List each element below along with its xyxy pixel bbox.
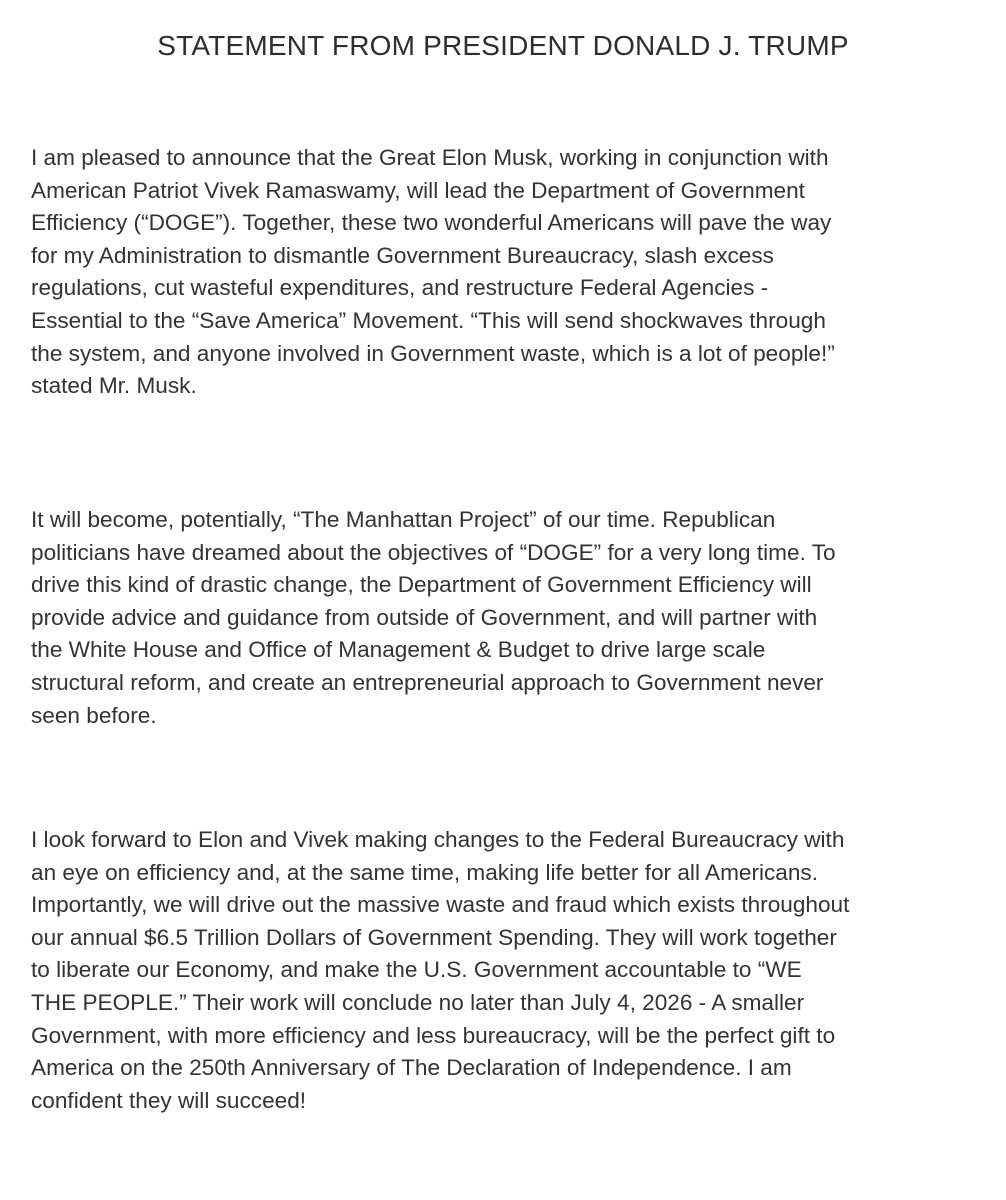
- paragraph-line: Efficiency (“DOGE”). Together, these two wonderful Americans will pave the way: [31, 210, 832, 236]
- paragraph-line: THE PEOPLE.” Their work will conclude no later than July 4, 2026 - A smaller: [31, 989, 805, 1015]
- paragraph-line: structural reform, and create an entrepreneurial approach to Government never: [31, 669, 824, 695]
- paragraph-announcement: [31, 142, 981, 403]
- paragraph-line: for my Administration to dismantle Government Bureaucracy, slash excess: [31, 242, 774, 268]
- paragraph-line: seen before.: [31, 702, 157, 728]
- paragraph-line: drive this kind of drastic change, the Department of Government Efficiency will: [31, 572, 812, 598]
- statement-title: STATEMENT FROM PRESIDENT DONALD J. TRUMP: [157, 30, 849, 61]
- paragraph-conclusion: [31, 824, 981, 1117]
- paragraph-line: Importantly, we will drive out the massive waste and fraud which exists throughout: [31, 892, 850, 918]
- paragraph-line: to liberate our Economy, and make the U.S. Government accountable to “WE: [31, 957, 802, 983]
- paragraph-manhattan-project: [31, 504, 981, 732]
- paragraph-line: America on the 250th Anniversary of The Declaration of Independence. I am: [31, 1055, 792, 1081]
- paragraph-line: regulations, cut wasteful expenditures, and restructure Federal Agencies -: [31, 275, 769, 301]
- paragraph-line: an eye on efficiency and, at the same time, making life better for all Americans.: [31, 859, 818, 885]
- paragraph-line: confident they will succeed!: [31, 1087, 307, 1113]
- paragraph-line: I look forward to Elon and Vivek making changes to the Federal Bureaucracy with: [31, 827, 845, 852]
- paragraph-line: Essential to the “Save America” Movement. “This will send shockwaves through: [31, 307, 826, 333]
- paragraph-line: stated Mr. Musk.: [31, 373, 197, 399]
- paragraph-line: the system, and anyone involved in Government waste, which is a lot of people!”: [31, 340, 835, 366]
- paragraph-line: politicians have dreamed about the objectives of “DOGE” for a very long time. To: [31, 539, 836, 565]
- paragraph-line: I am pleased to announce that the Great Elon Musk, working in conjunction with: [31, 145, 829, 170]
- paragraph-line: American Patriot Vivek Ramaswamy, will lead the Department of Government: [31, 177, 805, 203]
- paragraph-line: our annual $6.5 Trillion Dollars of Government Spending. They will work together: [31, 924, 837, 950]
- paragraph-line: the White House and Office of Management & Budget to drive large scale: [31, 637, 766, 663]
- paragraph-line: Government, with more efficiency and less bureaucracy, will be the perfect gift to: [31, 1022, 836, 1048]
- paragraph-line: provide advice and guidance from outside of Government, and will partner with: [31, 604, 818, 630]
- paragraph-line: It will become, potentially, “The Manhattan Project” of our time. Republican: [31, 507, 776, 532]
